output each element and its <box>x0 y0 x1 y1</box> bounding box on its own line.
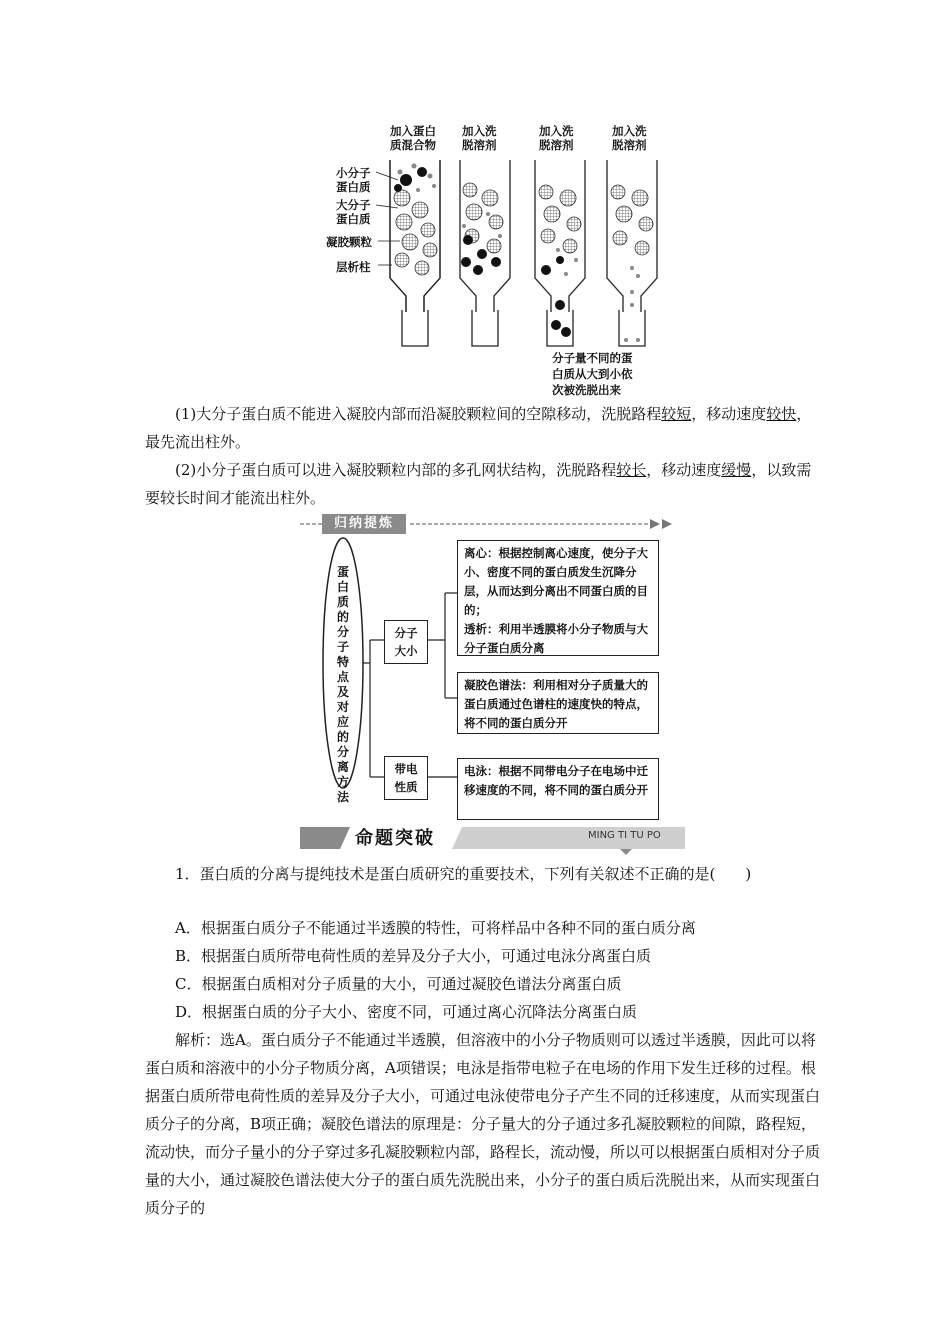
underline-answer: 缓慢 <box>721 461 752 479</box>
text: ，移动速度 <box>646 461 722 479</box>
column-label-2: 加入洗 脱溶剂 <box>462 124 497 152</box>
section-title: 命题突破 <box>355 828 435 849</box>
underline-answer: 较快 <box>766 405 797 423</box>
box-gel-chromatography: 凝胶色谱法：利用相对分子质量大的蛋白质通过色谱柱的速度快的特点，将不同的蛋白质分开 <box>457 672 659 734</box>
analysis-text: 解析：选A。蛋白质分子不能通过半透膜，但溶液中的小分子物质则可以透过半透膜，因此可以将蛋白质和溶液中的小分子物质分离，A项错误；电泳是指带电粒子在电场的作用下发生迁移的过程。根据蛋白质所带电荷性质的差异及分子大小，可通过电泳使带电分子产生不同的迁移速度，从而实现蛋白质分子的分离，B项正确；凝胶色谱法的原理是：分子量大的分子通过多孔凝胶颗粒的间隙，路程短，流动快，而分子量小的分子穿过多孔凝胶颗粒内部，路程长，流动慢，所以可以根据蛋白质相对分子质量的大小，通过凝胶色谱法使大分子的蛋白质先洗脱出来，小分子的蛋白质后洗脱出来，从而实现蛋白质分子的 <box>145 1031 821 1217</box>
text: (1)大分子蛋白质不能进入凝胶内部而沿凝胶颗粒间的空隙移动，洗脱路程 <box>175 405 662 423</box>
box-electrophoresis: 电泳：根据不同带电分子在电场中迁移速度的不同，将不同的蛋白质分开 <box>457 758 659 820</box>
label-gel-bead: 凝胶颗粒 <box>326 235 372 249</box>
text: ，最先流出柱外。 <box>145 405 812 451</box>
question-stem: 1．蛋白质的分离与提纯技术是蛋白质研究的重要技术，下列有关叙述不正确的是( ) <box>175 865 752 883</box>
underline-answer: 较短 <box>661 405 692 423</box>
paragraph-2 <box>145 456 820 512</box>
column-label-3: 加入洗 脱溶剂 <box>539 124 574 152</box>
option-b: B．根据蛋白质所带电荷性质的差异及分子大小，可通过电泳分离蛋白质 <box>175 947 652 965</box>
branch-molecular-size: 分子 大小 <box>384 620 428 664</box>
mindmap-root: 蛋白质的分子特点及对应的分离方法 <box>336 565 349 804</box>
column-label-4: 加入洗 脱溶剂 <box>612 124 647 152</box>
figure-caption: 分子量不同的蛋 白质从大到小依 次被洗脱出来 <box>552 351 633 397</box>
label-large-protein: 大分子 蛋白质 <box>336 198 371 226</box>
text: ，以致需要较长时间才能流出柱外。 <box>145 461 812 507</box>
option-c: C．根据蛋白质相对分子质量的大小，可通过凝胶色谱法分离蛋白质 <box>175 975 622 993</box>
summary-banner-title: 归纳提炼 <box>322 514 406 534</box>
box-centrifuge-dialysis: 离心：根据控制离心速度，使分子大小、密度不同的蛋白质发生沉降分层，从而达到分离出不同蛋白质的目的； 透析：利用半透膜将小分子物质与大分子蛋白质分离 <box>457 540 659 656</box>
columns-diagram <box>370 150 670 350</box>
column-label-1: 加入蛋白 质混合物 <box>390 124 436 152</box>
label-small-protein: 小分子 蛋白质 <box>336 166 371 194</box>
option-d: D．根据蛋白质的分子大小、密度不同，可通过离心沉降法分离蛋白质 <box>175 1003 638 1021</box>
text: (2)小分子蛋白质可以进入凝胶颗粒内部的多孔网状结构，洗脱路程 <box>175 461 617 479</box>
section-pinyin: MING TI TU PO <box>588 830 661 841</box>
underline-answer: 较长 <box>616 461 647 479</box>
paragraph-1 <box>145 400 820 456</box>
label-column: 层析柱 <box>336 260 371 274</box>
branch-charge: 带电 性质 <box>384 756 428 800</box>
option-a: A．根据蛋白质分子不能通过半透膜的特性，可将样品中各种不同的蛋白质分离 <box>175 919 696 937</box>
text: ，移动速度 <box>691 405 767 423</box>
